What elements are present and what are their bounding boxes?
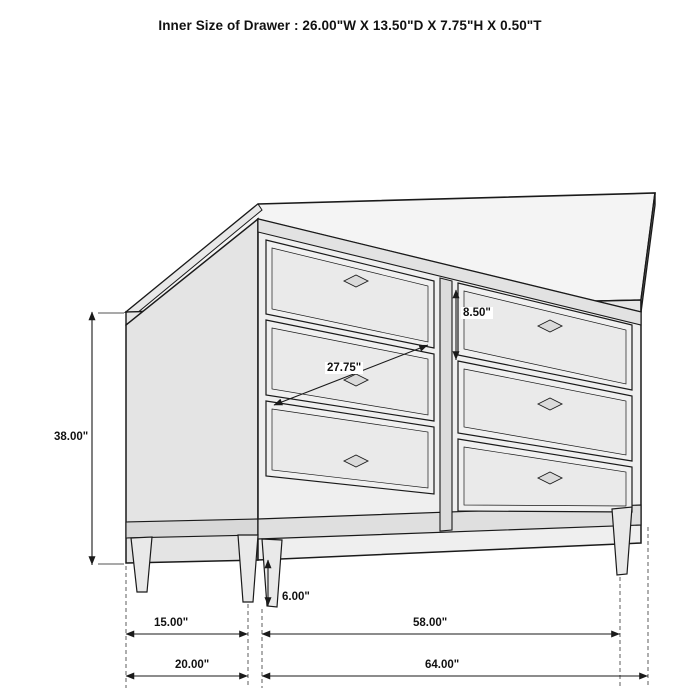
dim-label-side-width: 15.00" bbox=[154, 617, 189, 629]
leg-front-left-2 bbox=[262, 539, 282, 607]
dim-label-bank-width: 58.00" bbox=[413, 617, 448, 629]
dim-label-overall-width: 64.00" bbox=[425, 659, 460, 671]
dim-label-drawer-width: 27.75" bbox=[327, 362, 362, 374]
leg-front-right bbox=[612, 507, 632, 575]
leg-rear-left bbox=[238, 535, 258, 602]
dim-label-drawer-height: 8.50" bbox=[463, 307, 491, 319]
dim-label-base-width: 20.00" bbox=[175, 659, 210, 671]
dresser-body bbox=[126, 193, 655, 607]
leg-front-left bbox=[131, 537, 152, 592]
dim-label-height-overall: 38.00" bbox=[54, 431, 89, 443]
dim-label-leg-height: 6.00" bbox=[282, 591, 310, 603]
page-title: Inner Size of Drawer : 26.00"W X 13.50"D X 7.75"H X 0.50"T bbox=[158, 18, 542, 33]
